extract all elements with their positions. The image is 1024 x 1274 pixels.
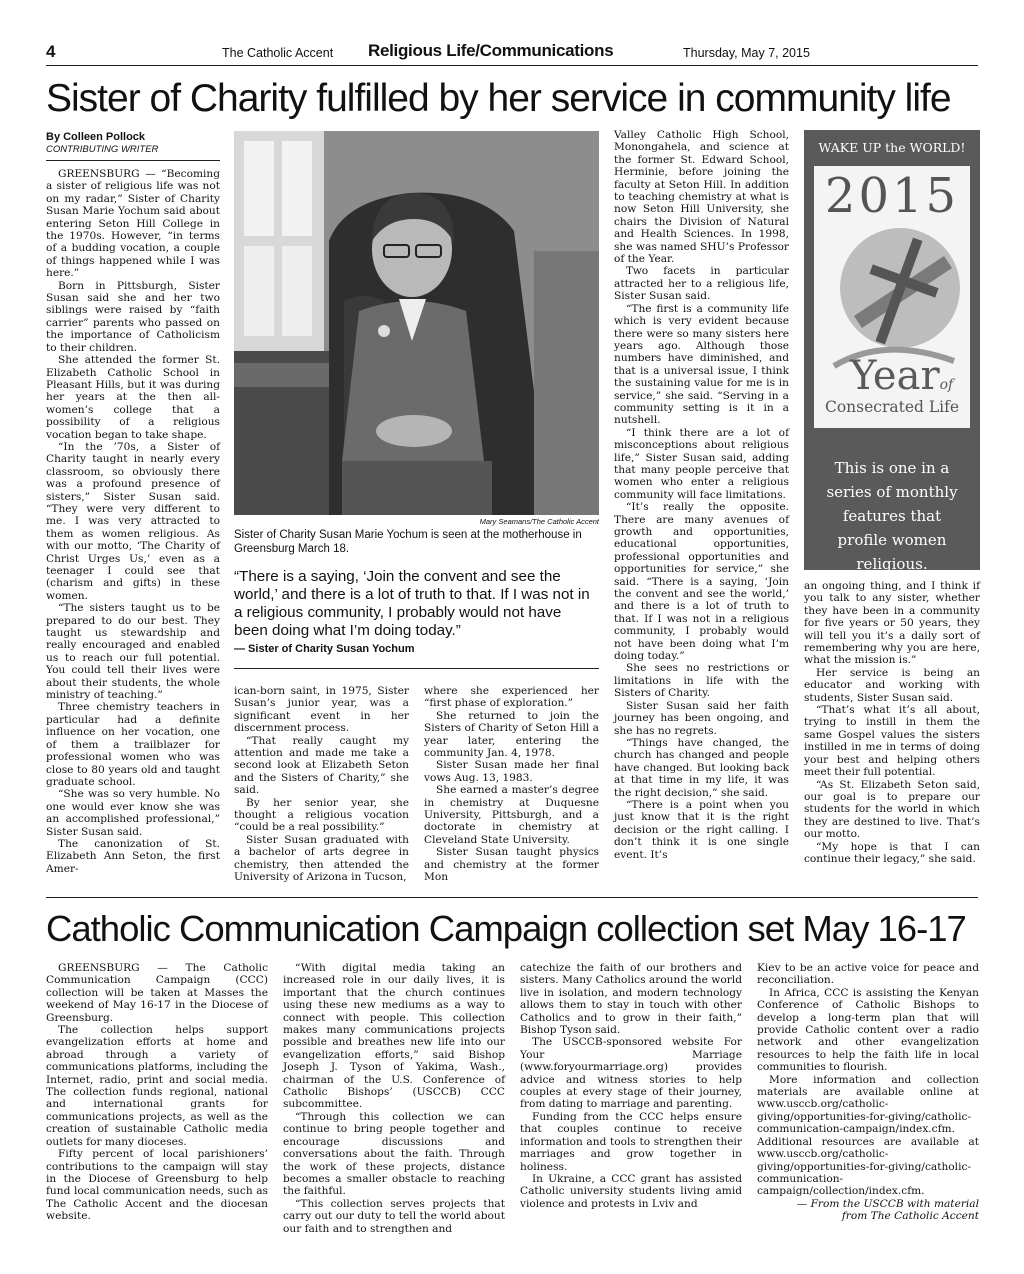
- pull-quote: “There is a saying, ‘Join the convent and see the world,’ and there is a lot of truth to that. If I was not in a religious community, I probably would not have been doing what I’m doing today.”: [234, 568, 590, 639]
- paragraph: In Ukraine, a CCC grant has assisted Catholic university students living amid violence and protests in Lviv and: [520, 1172, 742, 1210]
- photo-caption: Sister of Charity Susan Marie Yochum is seen at the motherhouse in Greensburg March 18.: [234, 529, 582, 555]
- paragraph: “This collection serves projects that carry out our duty to tell the world about our faith and to strengthen and: [283, 1197, 505, 1235]
- paragraph: The USCCB-sponsored website For Your Marriage (www.foryourmarriage.org) provides advice and witness stories to help couples at every stage of their journey, from dating to marriage and parenting.: [520, 1036, 742, 1111]
- story2-column-1: [46, 962, 268, 1223]
- sister-portrait-photo: [234, 131, 599, 515]
- paragraph: The canonization of St. Elizabeth Ann Seton, the first Amer-: [46, 837, 220, 875]
- paragraph: The collection helps support evangelization efforts at home and abroad through a variety of communications platforms, including the Internet, radio, print and social media. The collection funds regional, national and international grants for communications projects, as well as the creation of sustainable Catholic media outlets for many dioceses.: [46, 1024, 268, 1148]
- paragraph: “My hope is that I can continue their legacy,” she said.: [804, 840, 980, 865]
- byline-role: CONTRIBUTING WRITER: [46, 144, 159, 155]
- story2-column-4: [757, 962, 979, 1223]
- paragraph: Sister Susan made her final vows Aug. 13, 1983.: [424, 759, 599, 784]
- story1-column-1: [46, 168, 220, 875]
- paragraph: GREENSBURG — “Becoming a sister of religious life was not on my radar,” Sister of Charity Susan Marie Yochum said about entering Seton Hill College in the 1970s. However, “in terms of a budding vocation, a couple of things happened while I was here.”: [46, 168, 220, 280]
- pull-quote-attribution: — Sister of Charity Susan Yochum: [234, 643, 415, 655]
- paragraph: Sister Susan graduated with a bachelor of arts degree in chemistry, then attended the University of Arizona in Tucson,: [234, 833, 409, 884]
- story1-column-4: [614, 129, 789, 861]
- paragraph: “As St. Elizabeth Seton said, our goal is to prepare our students for the world in which they are destined to live. That’s our motto.: [804, 778, 980, 841]
- ad-banner: WAKE UP the WORLD!: [818, 140, 966, 155]
- story1-column-2: [234, 685, 409, 884]
- paragraph: “The sisters taught us to be prepared to do our best. They taught us stewardship and really encouraged and enabled us to reach our full potential. You could tell their lives were about their students, the whole ministry of teaching.”: [46, 602, 220, 702]
- story2-headline: Catholic Communication Campaign collection set May 16-17: [46, 908, 966, 949]
- paragraph: ican-born saint, in 1975, Sister Susan’s junior year, was a significant event in her discernment process.: [234, 685, 409, 735]
- story2-column-2: [283, 962, 505, 1235]
- source-note: — From the USCCB with material from The Catholic Accent: [796, 1197, 979, 1223]
- paragraph: More information and collection materials are available online at www.usccb.org/catholic-giving/opportunities-for-giving/catholic-communication-campaign/index.cfm. Additional resources are available at www.usccb.org/catholic-giving/opportunities-for-giving/catholic-communication-campaign/collection/index.cfm.: [757, 1073, 979, 1198]
- portrait-illustration: [234, 131, 599, 515]
- story2-column-3: [520, 962, 742, 1210]
- story1-column-3: [424, 685, 599, 884]
- paragraph: “She was so very humble. No one would ever know she was an accomplished professional,” Sister Susan said.: [46, 788, 220, 838]
- paragraph: In Africa, CCC is assisting the Kenyan Conference of Catholic Bishops to develop a long-term plan that will provide Catholic content over a radio network and other evangelization resources to help the faith life in local communities to flourish.: [757, 986, 979, 1074]
- paragraph: GREENSBURG — The Catholic Communication Campaign (CCC) collection will be taken at Masses the weekend of May 16-17 in the Diocese of Greensburg.: [46, 962, 268, 1024]
- paragraph: By her senior year, she thought a religious vocation “could be a real possibility.”: [234, 796, 409, 834]
- story1-column-5: [804, 580, 980, 865]
- paragraph: “There is a point when you just know that it is the right decision or the right calling. I don’t think it is one single event. It’s: [614, 798, 789, 861]
- byline: By Colleen Pollock: [46, 131, 146, 143]
- section-title: Religious Life/Communications: [368, 41, 614, 60]
- byline-rule: [46, 160, 220, 161]
- ad-year-text: Year: [850, 353, 940, 399]
- paragraph: Born in Pittsburgh, Sister Susan said she and her two siblings were raised by “faith carrier” parents who passed on the importance of Catholicism to their children.: [46, 279, 220, 354]
- photo-credit: Mary Seamans/The Catholic Accent: [479, 517, 599, 526]
- paragraph: “Things have changed, the church has changed and people have changed. But looking back at that time in my life, it was the right decision,” she said.: [614, 736, 789, 799]
- paragraph: She attended the former St. Elizabeth Catholic School in Pleasant Hills, but it was during her years at the then all-women’s college that a possibility of a religious vocation began to take shape.: [46, 354, 220, 441]
- paragraph: She sees no restrictions or limitations in life with the Sisters of Charity.: [614, 662, 789, 700]
- paragraph: Sister Susan said her faith journey has been ongoing, and she has no regrets.: [614, 699, 789, 737]
- paragraph: where she experienced her “first phase of exploration.”: [424, 685, 599, 710]
- paragraph: catechize the faith of our brothers and sisters. Many Catholics around the world live in isolation, and modern technology allows them to stay in touch with other Catholics and to grow in their faith,” Bishop Tyson said.: [520, 962, 742, 1037]
- ad-series-text: This is one in a series of monthly features that profile women religious.: [826, 459, 958, 573]
- page-number: 4: [46, 42, 56, 61]
- pull-quote-rule: [234, 668, 599, 669]
- paragraph: “That’s what it’s all about, trying to instill in them the same Gospel values the sisters instilled in me in terms of doing your best and helping others meet their full potential.: [804, 704, 980, 779]
- paragraph: an ongoing thing, and I think if you talk to any sister, whether they have been in a community for five years or 50 years, they will tell you it’s a daily sort of remembering why you are here, what the mission is.”: [804, 580, 980, 667]
- paper-name: The Catholic Accent: [222, 46, 334, 60]
- masthead-rule: [46, 65, 978, 66]
- paragraph: Fifty percent of local parishioners’ contributions to the campaign will stay in the Diocese of Greensburg to help fund local communication needs, such as The Catholic Accent and the diocesan website.: [46, 1148, 268, 1223]
- paragraph: She earned a master’s degree in chemistry at Duquesne University, Pittsburgh, and a doctorate in chemistry at Cleveland State University.: [424, 784, 599, 846]
- ad-year: 2015: [824, 168, 960, 224]
- paragraph: “It’s really the opposite. There are many avenues of growth and opportunities, educational opportunities, professional opportunities and opportunities for service,” she said. “There is a saying, ‘Join the convent and see the world,’ and there is a lot of truth to that. If I was not in a religious community, I probably would not have been doing what I’m doing today.”: [614, 501, 789, 663]
- paragraph: She returned to join the Sisters of Charity of Seton Hill a year later, entering the community Jan. 4, 1978.: [424, 709, 599, 760]
- paragraph: “The first is a community life which is very evident because there were so many sisters here years ago. Although those numbers have diminished, and that is a universal issue, I think the sustaining value for me is in service,” she said. “Serving in a community setting is it in a nutshell.: [614, 302, 789, 427]
- paragraph: Funding from the CCC helps ensure that couples continue to receive information and tools to strengthen their marriages and grow together in holiness.: [520, 1110, 742, 1173]
- paragraph: Sister Susan taught physics and chemistry at the former Mon: [424, 846, 599, 884]
- paragraph: “With digital media taking an increased role in our daily lives, it is important that the church continues using these new mediums as a way to connect with people. This collection makes many communications projects possible and breathes new life into our evangelization efforts,” said Bishop Joseph J. Tyson of Yakima, Wash., chairman of the U.S. Conference of Catholic Bishops’ (USCCB) CCC subcommittee.: [283, 962, 505, 1111]
- paragraph: Her service is being an educator and working with students, Sister Susan said.: [804, 666, 980, 704]
- ad-emblem: [814, 166, 970, 428]
- paragraph: Two facets in particular attracted her to a religious life, Sister Susan said.: [614, 265, 789, 303]
- paragraph: Valley Catholic High School, Monongahela, and science at the former St. Edward School, Herminie, before joining the faculty at Seton Hill. In addition to teaching chemistry at what is now Seton Hill University, she chairs the Division of Natural and Health Sciences. In 1998, she was named SHU’s Professor of the Year.: [614, 129, 789, 266]
- ad-consecrated-life: Consecrated Life: [824, 398, 960, 416]
- paragraph: Kiev to be an active voice for peace and reconciliation.: [757, 962, 979, 987]
- paragraph: “I think there are a lot of misconceptions about religious life,” Sister Susan said, adding that many people perceive that women who enter a religious community will face limitations.: [614, 426, 789, 501]
- ad-of-text: of: [939, 377, 954, 393]
- story-divider: [46, 897, 978, 898]
- paragraph: “Through this collection we can continue to bring people together and encourage discussions and conversations about the faith. Through the work of these projects, distance becomes a smaller obstacle to reaching the faithful.: [283, 1110, 505, 1198]
- year-of-consecrated-life-ad: [804, 130, 980, 573]
- paragraph: “That really caught my attention and made me take a second look at Elizabeth Seton and the Sisters of Charity,” she said.: [234, 734, 409, 797]
- paragraph: Three chemistry teachers in particular had a definite influence on her vocation, one of them a trailblazer for professional women who was close to 80 years old and taught graduate school.: [46, 701, 220, 788]
- story1-headline: Sister of Charity fulfilled by her service in community life: [46, 77, 951, 120]
- paragraph: “In the ’70s, a Sister of Charity taught in nearly every classroom, so obviously there was a profound presence of sisters,” Sister Susan said. “They were very different to me. I was very attracted to them as women religious. As with our motto, ‘The Charity of Christ Urges Us,’ even as a teenager I could see that (charism and gifts) in these women.: [46, 440, 220, 602]
- issue-date: Thursday, May 7, 2015: [683, 46, 810, 60]
